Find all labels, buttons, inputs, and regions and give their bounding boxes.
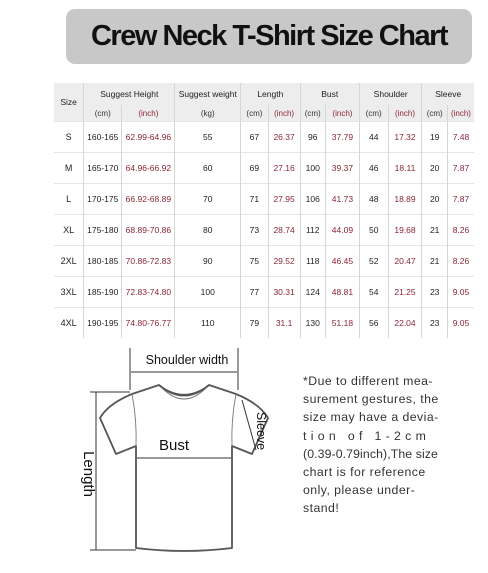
table-cell: 21.25 xyxy=(388,277,422,308)
table-cell: 96 xyxy=(300,122,325,153)
tshirt-diagram xyxy=(80,344,284,566)
note-line: stand! xyxy=(303,501,340,516)
table-cell: 54 xyxy=(359,277,388,308)
sleeve-seam-left xyxy=(132,394,136,446)
table-cell: 26.37 xyxy=(268,122,300,153)
table-cell: 51.18 xyxy=(325,308,359,339)
length-label: Length xyxy=(80,451,97,497)
table-cell: 48 xyxy=(359,184,388,215)
table-cell: 112 xyxy=(300,215,325,246)
table-cell: 70 xyxy=(175,184,241,215)
size-cell: 3XL xyxy=(54,277,84,308)
unit-cell: (inch) xyxy=(268,105,300,122)
note-line: *Due to different mea- xyxy=(303,374,433,388)
note-line: chart is for reference xyxy=(303,465,426,480)
table-cell: 62.99-64.96 xyxy=(122,122,175,153)
title-banner xyxy=(66,9,472,64)
size-cell: L xyxy=(54,184,84,215)
table-cell: 52 xyxy=(359,246,388,277)
table-cell: 100 xyxy=(300,153,325,184)
note-line: t i o n o f 1 - 2 c m xyxy=(303,428,427,443)
table-cell: 29.52 xyxy=(268,246,300,277)
size-cell: 2XL xyxy=(54,246,84,277)
size-cell: 4XL xyxy=(54,308,84,339)
table-cell: 106 xyxy=(300,184,325,215)
table-cell: 50 xyxy=(359,215,388,246)
note-line: only, please under- xyxy=(303,483,416,498)
table-cell: 60 xyxy=(175,153,241,184)
note-line: size may have a devia- xyxy=(303,410,439,425)
table-cell: 69 xyxy=(241,153,269,184)
shoulder-width-label: Shoulder width xyxy=(145,353,229,367)
table-cell: 71 xyxy=(241,184,269,215)
table-cell: 31.1 xyxy=(268,308,300,339)
header-row xyxy=(54,83,474,105)
table-cell: 73 xyxy=(241,215,269,246)
table-cell: 68.89-70.86 xyxy=(122,215,175,246)
size-cell: XL xyxy=(54,215,84,246)
table-cell: 74.80-76.77 xyxy=(122,308,175,339)
table-cell: 66.92-68.89 xyxy=(122,184,175,215)
unit-cell: (inch) xyxy=(122,105,175,122)
unit-cell: (cm) xyxy=(241,105,269,122)
unit-cell: (kg) xyxy=(175,105,241,122)
table-cell: 20 xyxy=(422,153,447,184)
table-cell: 77 xyxy=(241,277,269,308)
table-cell: 27.95 xyxy=(268,184,300,215)
table-cell: 165-170 xyxy=(84,153,122,184)
table-cell: 23 xyxy=(422,277,447,308)
table-cell: 19 xyxy=(422,122,447,153)
table-row xyxy=(54,277,474,308)
table-cell: 180-185 xyxy=(84,246,122,277)
table-row xyxy=(54,215,474,246)
unit-cell: (inch) xyxy=(388,105,422,122)
table-cell: 124 xyxy=(300,277,325,308)
table-cell: 75 xyxy=(241,246,269,277)
size-cell: S xyxy=(54,122,84,153)
table-cell: 185-190 xyxy=(84,277,122,308)
size-chart-table xyxy=(54,83,474,338)
unit-cell: (cm) xyxy=(422,105,447,122)
table-cell: 44 xyxy=(359,122,388,153)
table-cell: 20 xyxy=(422,184,447,215)
table-cell: 72.83-74.80 xyxy=(122,277,175,308)
table-row xyxy=(54,308,474,339)
table-cell: 19.68 xyxy=(388,215,422,246)
units-row xyxy=(54,105,474,122)
table-cell: 110 xyxy=(175,308,241,339)
table-cell: 37.79 xyxy=(325,122,359,153)
note-line: surement gestures, the xyxy=(303,392,439,407)
sleeve-label: Sleeve xyxy=(254,411,268,451)
table-cell: 8.26 xyxy=(447,246,474,277)
table-cell: 22.04 xyxy=(388,308,422,339)
table-cell: 90 xyxy=(175,246,241,277)
unit-cell: (cm) xyxy=(84,105,122,122)
unit-cell: (cm) xyxy=(359,105,388,122)
table-cell: 8.26 xyxy=(447,215,474,246)
table-cell: 27.16 xyxy=(268,153,300,184)
table-cell: 67 xyxy=(241,122,269,153)
table-cell: 48.81 xyxy=(325,277,359,308)
note-line: (0.39-0.79inch),The size xyxy=(303,446,438,461)
header-weight: Suggest weight xyxy=(175,83,241,105)
table-cell: 7.87 xyxy=(447,153,474,184)
sleeve-seam-right xyxy=(232,394,236,446)
table-cell: 18.89 xyxy=(388,184,422,215)
table-cell: 64.96-66.92 xyxy=(122,153,175,184)
table-cell: 170-175 xyxy=(84,184,122,215)
tshirt-outline xyxy=(100,385,268,551)
size-header: Size xyxy=(54,83,84,122)
header-shoulder: Shoulder xyxy=(359,83,422,105)
page-title: Crew Neck T-Shirt Size Chart xyxy=(90,20,448,52)
table-cell: 9.05 xyxy=(447,277,474,308)
table-cell: 70.86-72.83 xyxy=(122,246,175,277)
table-cell: 7.87 xyxy=(447,184,474,215)
table-row xyxy=(54,246,474,277)
collar-line xyxy=(159,385,209,395)
header-height: Suggest Height xyxy=(84,83,175,105)
header-bust: Bust xyxy=(300,83,359,105)
table-cell: 46 xyxy=(359,153,388,184)
table-row xyxy=(54,153,474,184)
table-row xyxy=(54,122,474,153)
table-cell: 44.09 xyxy=(325,215,359,246)
size-cell: M xyxy=(54,153,84,184)
table-cell: 175-180 xyxy=(84,215,122,246)
bust-label: Bust xyxy=(158,437,190,454)
table-cell: 55 xyxy=(175,122,241,153)
table-cell: 41.73 xyxy=(325,184,359,215)
table-cell: 56 xyxy=(359,308,388,339)
table-cell: 21 xyxy=(422,246,447,277)
table-cell: 79 xyxy=(241,308,269,339)
table-cell: 7.48 xyxy=(447,122,474,153)
size-note xyxy=(303,372,460,518)
table-cell: 39.37 xyxy=(325,153,359,184)
header-length: Length xyxy=(241,83,300,105)
table-cell: 80 xyxy=(175,215,241,246)
table-cell: 160-165 xyxy=(84,122,122,153)
table-cell: 17.32 xyxy=(388,122,422,153)
table-row xyxy=(54,184,474,215)
table-cell: 190-195 xyxy=(84,308,122,339)
table-cell: 118 xyxy=(300,246,325,277)
collar-inner xyxy=(162,388,206,399)
table-cell: 130 xyxy=(300,308,325,339)
table-cell: 9.05 xyxy=(447,308,474,339)
table-cell: 18.11 xyxy=(388,153,422,184)
unit-cell: (cm) xyxy=(300,105,325,122)
unit-cell: (inch) xyxy=(325,105,359,122)
unit-cell: (inch) xyxy=(447,105,474,122)
table-cell: 46.45 xyxy=(325,246,359,277)
table-cell: 23 xyxy=(422,308,447,339)
table-cell: 21 xyxy=(422,215,447,246)
table-cell: 100 xyxy=(175,277,241,308)
table-cell: 28.74 xyxy=(268,215,300,246)
header-sleeve: Sleeve xyxy=(422,83,474,105)
table-cell: 20.47 xyxy=(388,246,422,277)
table-cell: 30.31 xyxy=(268,277,300,308)
